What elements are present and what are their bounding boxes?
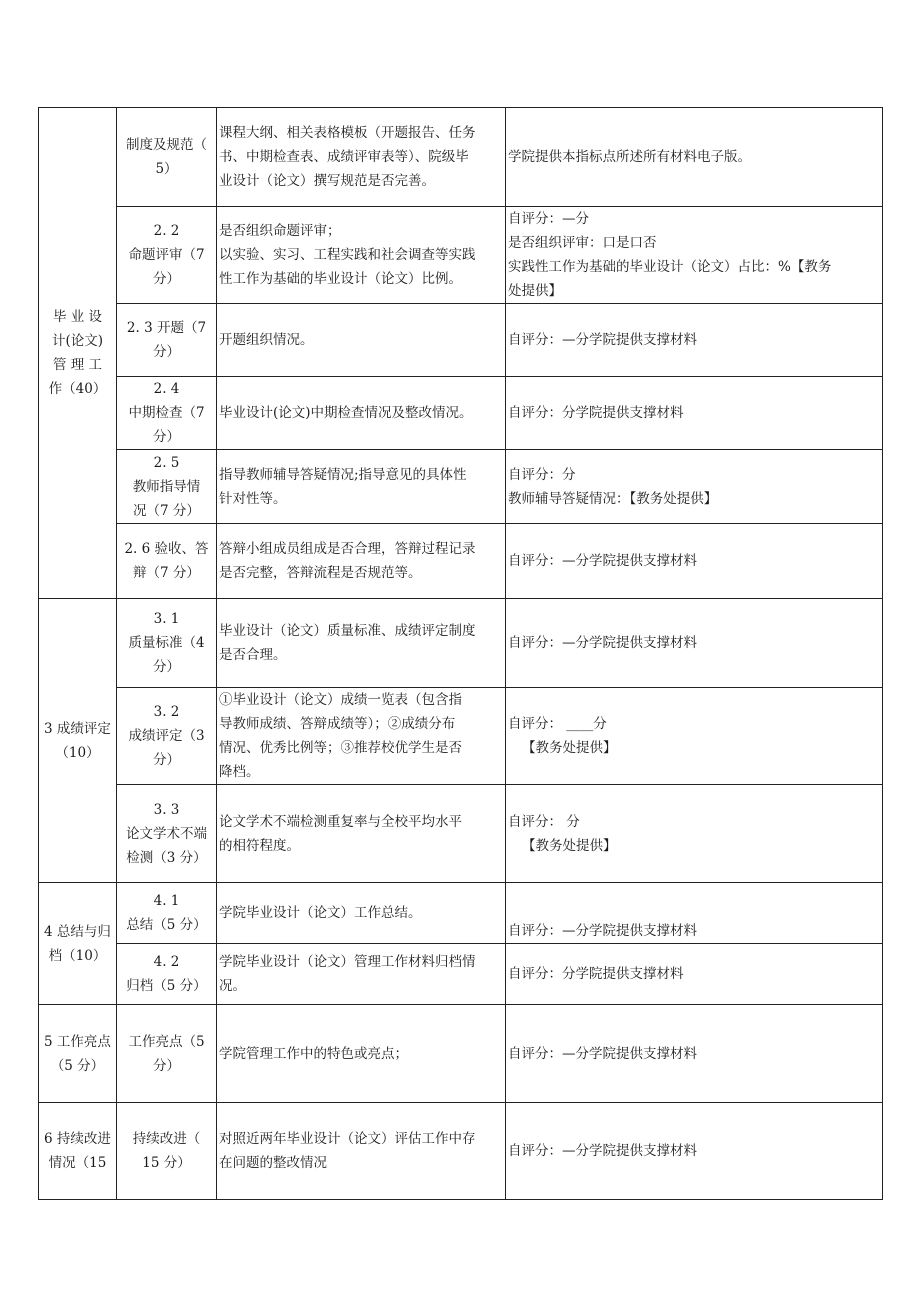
- content-line: 论文学术不端检测重复率与全校平均水平: [219, 813, 462, 830]
- content-cell: [217, 377, 506, 450]
- content-line: 毕业设计（论文）质量标准、成绩评定制度: [219, 623, 476, 639]
- indicator-line: 2. 6 验收、答: [124, 541, 209, 557]
- indicator-cell: [117, 377, 217, 450]
- indicator-line: 分）: [153, 1057, 180, 1074]
- evidence-line: 自评分：—分学院提供支撑材料: [508, 635, 697, 651]
- table-row: [39, 524, 883, 599]
- section-cell-grading: [39, 599, 117, 883]
- indicator-line: 5）: [155, 161, 178, 177]
- indicator-line: 论文学术不端: [126, 825, 207, 842]
- section-cell-highlights: [39, 1005, 117, 1103]
- evidence-cell: [506, 1103, 883, 1200]
- indicator-cell: [117, 207, 217, 304]
- evidence-line: 自评分：—分学院提供支撑材料: [508, 1143, 697, 1159]
- section-line: （10）: [55, 744, 100, 761]
- content-line: 毕业设计(论文)中期检查情况及整改情况。: [219, 405, 473, 421]
- content-line: 课程大纲、相关表格模板（开题报告、任务: [219, 125, 476, 141]
- indicator-line: 2. 5: [153, 454, 180, 471]
- content-line: 是否合理。: [219, 647, 287, 663]
- indicator-line: 成绩评定（3: [128, 728, 205, 744]
- indicator-cell: [117, 1005, 217, 1103]
- content-line: 性工作为基础的毕业设计（论文）比例。: [219, 271, 462, 287]
- evidence-line: 教师辅导答疑情况：【教务处提供】: [508, 490, 718, 507]
- table-row: [39, 377, 883, 450]
- content-line: 在问题的整改情况: [219, 1155, 327, 1171]
- evidence-cell: [506, 524, 883, 599]
- evidence-line: 自评分： 分: [508, 813, 580, 830]
- evidence-line: 【教务处提供】: [522, 837, 617, 854]
- indicator-line: 辩（7 分）: [133, 565, 200, 581]
- indicator-line: 分）: [153, 344, 180, 360]
- indicator-line: 2. 4: [153, 381, 180, 397]
- content-cell: [217, 944, 506, 1005]
- indicator-line: 2. 3 开题（7: [126, 320, 207, 336]
- content-cell: [217, 108, 506, 207]
- indicator-cell: [117, 785, 217, 883]
- content-cell: [217, 785, 506, 883]
- indicator-line: 4. 1: [153, 893, 180, 909]
- section-cell-graduation-management: [39, 108, 117, 599]
- content-line: 指导教师辅导答疑情况;指导意见的具体性: [219, 466, 467, 483]
- indicator-line: 况（7 分）: [133, 502, 200, 519]
- indicator-cell: [117, 883, 217, 944]
- evidence-cell: [506, 450, 883, 524]
- evidence-cell: [506, 599, 883, 688]
- content-cell: [217, 1103, 506, 1200]
- section-cell-summary-archive: [39, 883, 117, 1005]
- indicator-cell: [117, 450, 217, 524]
- indicator-line: 制度及规范（: [126, 137, 207, 153]
- table-row: [39, 944, 883, 1005]
- section-line: 情况（15: [48, 1155, 107, 1171]
- evidence-cell: [506, 207, 883, 304]
- table-row: [39, 1103, 883, 1200]
- indicator-line: 3. 3: [153, 801, 180, 818]
- section-line: 6 持续改进: [44, 1131, 111, 1147]
- indicator-cell: [117, 944, 217, 1005]
- content-cell: [217, 599, 506, 688]
- table-row: [39, 108, 883, 207]
- section-line: 作（40）: [48, 381, 107, 397]
- section-line: 3 成绩评定: [44, 720, 111, 737]
- evidence-line: 自评分：—分学院提供支撑材料: [508, 923, 697, 939]
- indicator-cell: [117, 524, 217, 599]
- table-row: [39, 304, 883, 377]
- content-cell: [217, 524, 506, 599]
- content-line: 学院毕业设计（论文）管理工作材料归档情: [219, 954, 476, 970]
- content-cell: [217, 450, 506, 524]
- indicator-line: 2. 2: [153, 223, 180, 239]
- content-cell: [217, 207, 506, 304]
- table-row: [39, 883, 883, 944]
- section-line: （5 分）: [50, 1057, 105, 1074]
- evidence-line: 实践性工作为基础的毕业设计（论文）占比：%【教务: [508, 259, 832, 275]
- table-row: [39, 1005, 883, 1103]
- section-line: 5 工作亮点: [44, 1033, 111, 1050]
- indicator-line: 持续改进（: [132, 1131, 201, 1147]
- table-row: [39, 599, 883, 688]
- evidence-cell: [506, 688, 883, 785]
- indicator-line: 归档（5 分）: [126, 978, 207, 994]
- section-line: 毕 业 设: [52, 309, 103, 325]
- content-line: 学院管理工作中的特色或亮点；: [219, 1045, 408, 1062]
- content-cell: [217, 688, 506, 785]
- content-line: 以实验、实习、工程实践和社会调查等实践: [219, 247, 476, 263]
- evidence-line: 自评分： ____分: [508, 716, 607, 732]
- indicator-line: 3. 2: [153, 704, 180, 720]
- indicator-line: 命题评审（7: [128, 247, 205, 263]
- evidence-line: 自评分：分: [508, 466, 576, 483]
- indicator-line: 质量标准（4: [128, 635, 205, 651]
- indicator-line: 4. 2: [153, 954, 180, 970]
- table-row: [39, 207, 883, 304]
- section-line: 档（10）: [48, 947, 107, 964]
- evidence-cell: [506, 1005, 883, 1103]
- evidence-line: 自评分：—分: [508, 211, 589, 227]
- content-line: 对照近两年毕业设计（论文）评估工作中存: [219, 1131, 476, 1147]
- evidence-line: 是否组织评审：口是口否: [508, 235, 657, 251]
- content-line: 业设计（论文）撰写规范是否完善。: [219, 173, 435, 189]
- indicator-cell: [117, 1103, 217, 1200]
- content-line: 是否完整，答辩流程是否规范等。: [219, 565, 422, 581]
- section-line: 4 总结与归: [44, 923, 111, 940]
- section-line: 管 理 工: [52, 357, 103, 373]
- indicator-line: 工作亮点（5: [128, 1033, 205, 1050]
- content-line: 导教师成绩、答辩成绩等）；②成绩分布: [219, 716, 456, 732]
- evidence-line: 自评分：—分学院提供支撑材料: [508, 332, 697, 348]
- indicator-line: 分）: [153, 752, 180, 768]
- content-line: 书、中期检查表、成绩评审表等）、院级毕: [219, 149, 469, 165]
- content-line: 开题组织情况。: [219, 332, 314, 348]
- table-row: [39, 785, 883, 883]
- content-cell: [217, 883, 506, 944]
- content-line: ①毕业设计（论文）成绩一览表（包含指: [219, 692, 462, 708]
- indicator-cell: [117, 599, 217, 688]
- indicator-line: 教师指导情: [132, 478, 201, 495]
- indicator-line: 15 分）: [142, 1155, 191, 1171]
- content-cell: [217, 304, 506, 377]
- evidence-cell: [506, 785, 883, 883]
- evidence-line: 自评分：—分学院提供支撑材料: [508, 1045, 697, 1062]
- evidence-cell: [506, 304, 883, 377]
- indicator-line: 检测（3 分）: [126, 849, 207, 866]
- indicator-line: 分）: [153, 271, 180, 287]
- evidence-line: 【教务处提供】: [522, 740, 617, 756]
- content-line: 况。: [219, 978, 246, 994]
- evidence-cell: [506, 883, 883, 944]
- evaluation-table: [38, 107, 883, 1200]
- table-row: [39, 688, 883, 785]
- evidence-line: 自评分：分学院提供支撑材料: [508, 405, 684, 421]
- evidence-line: 处提供】: [508, 283, 562, 299]
- evidence-line: 学院提供本指标点所述所有材料电子版。: [508, 149, 751, 165]
- section-line: 计(论文): [51, 333, 104, 349]
- indicator-line: 总结（5 分）: [126, 917, 207, 933]
- indicator-cell: [117, 304, 217, 377]
- content-line: 是否组织命题评审；: [219, 223, 341, 239]
- content-cell: [217, 1005, 506, 1103]
- evidence-line: 自评分：分学院提供支撑材料: [508, 966, 684, 982]
- table-row: [39, 450, 883, 524]
- evidence-line: 自评分：—分学院提供支撑材料: [508, 553, 697, 569]
- indicator-line: 分）: [153, 659, 180, 675]
- section-cell-continuous-improvement: [39, 1103, 117, 1200]
- content-line: 针对性等。: [219, 490, 287, 507]
- indicator-line: 分）: [153, 429, 180, 445]
- content-line: 情况、优秀比例等；③推荐校优学生是否: [219, 740, 462, 756]
- content-line: 答辩小组成员组成是否合理，答辩过程记录: [219, 541, 476, 557]
- evidence-cell: [506, 944, 883, 1005]
- content-line: 学院毕业设计（论文）工作总结。: [219, 905, 422, 921]
- indicator-cell: [117, 108, 217, 207]
- evidence-cell: [506, 377, 883, 450]
- indicator-cell: [117, 688, 217, 785]
- indicator-line: 3. 1: [153, 611, 180, 627]
- indicator-line: 中期检查（7: [128, 405, 205, 421]
- evidence-cell: [506, 108, 883, 207]
- content-line: 降档。: [219, 764, 260, 780]
- content-line: 的相符程度。: [219, 837, 300, 854]
